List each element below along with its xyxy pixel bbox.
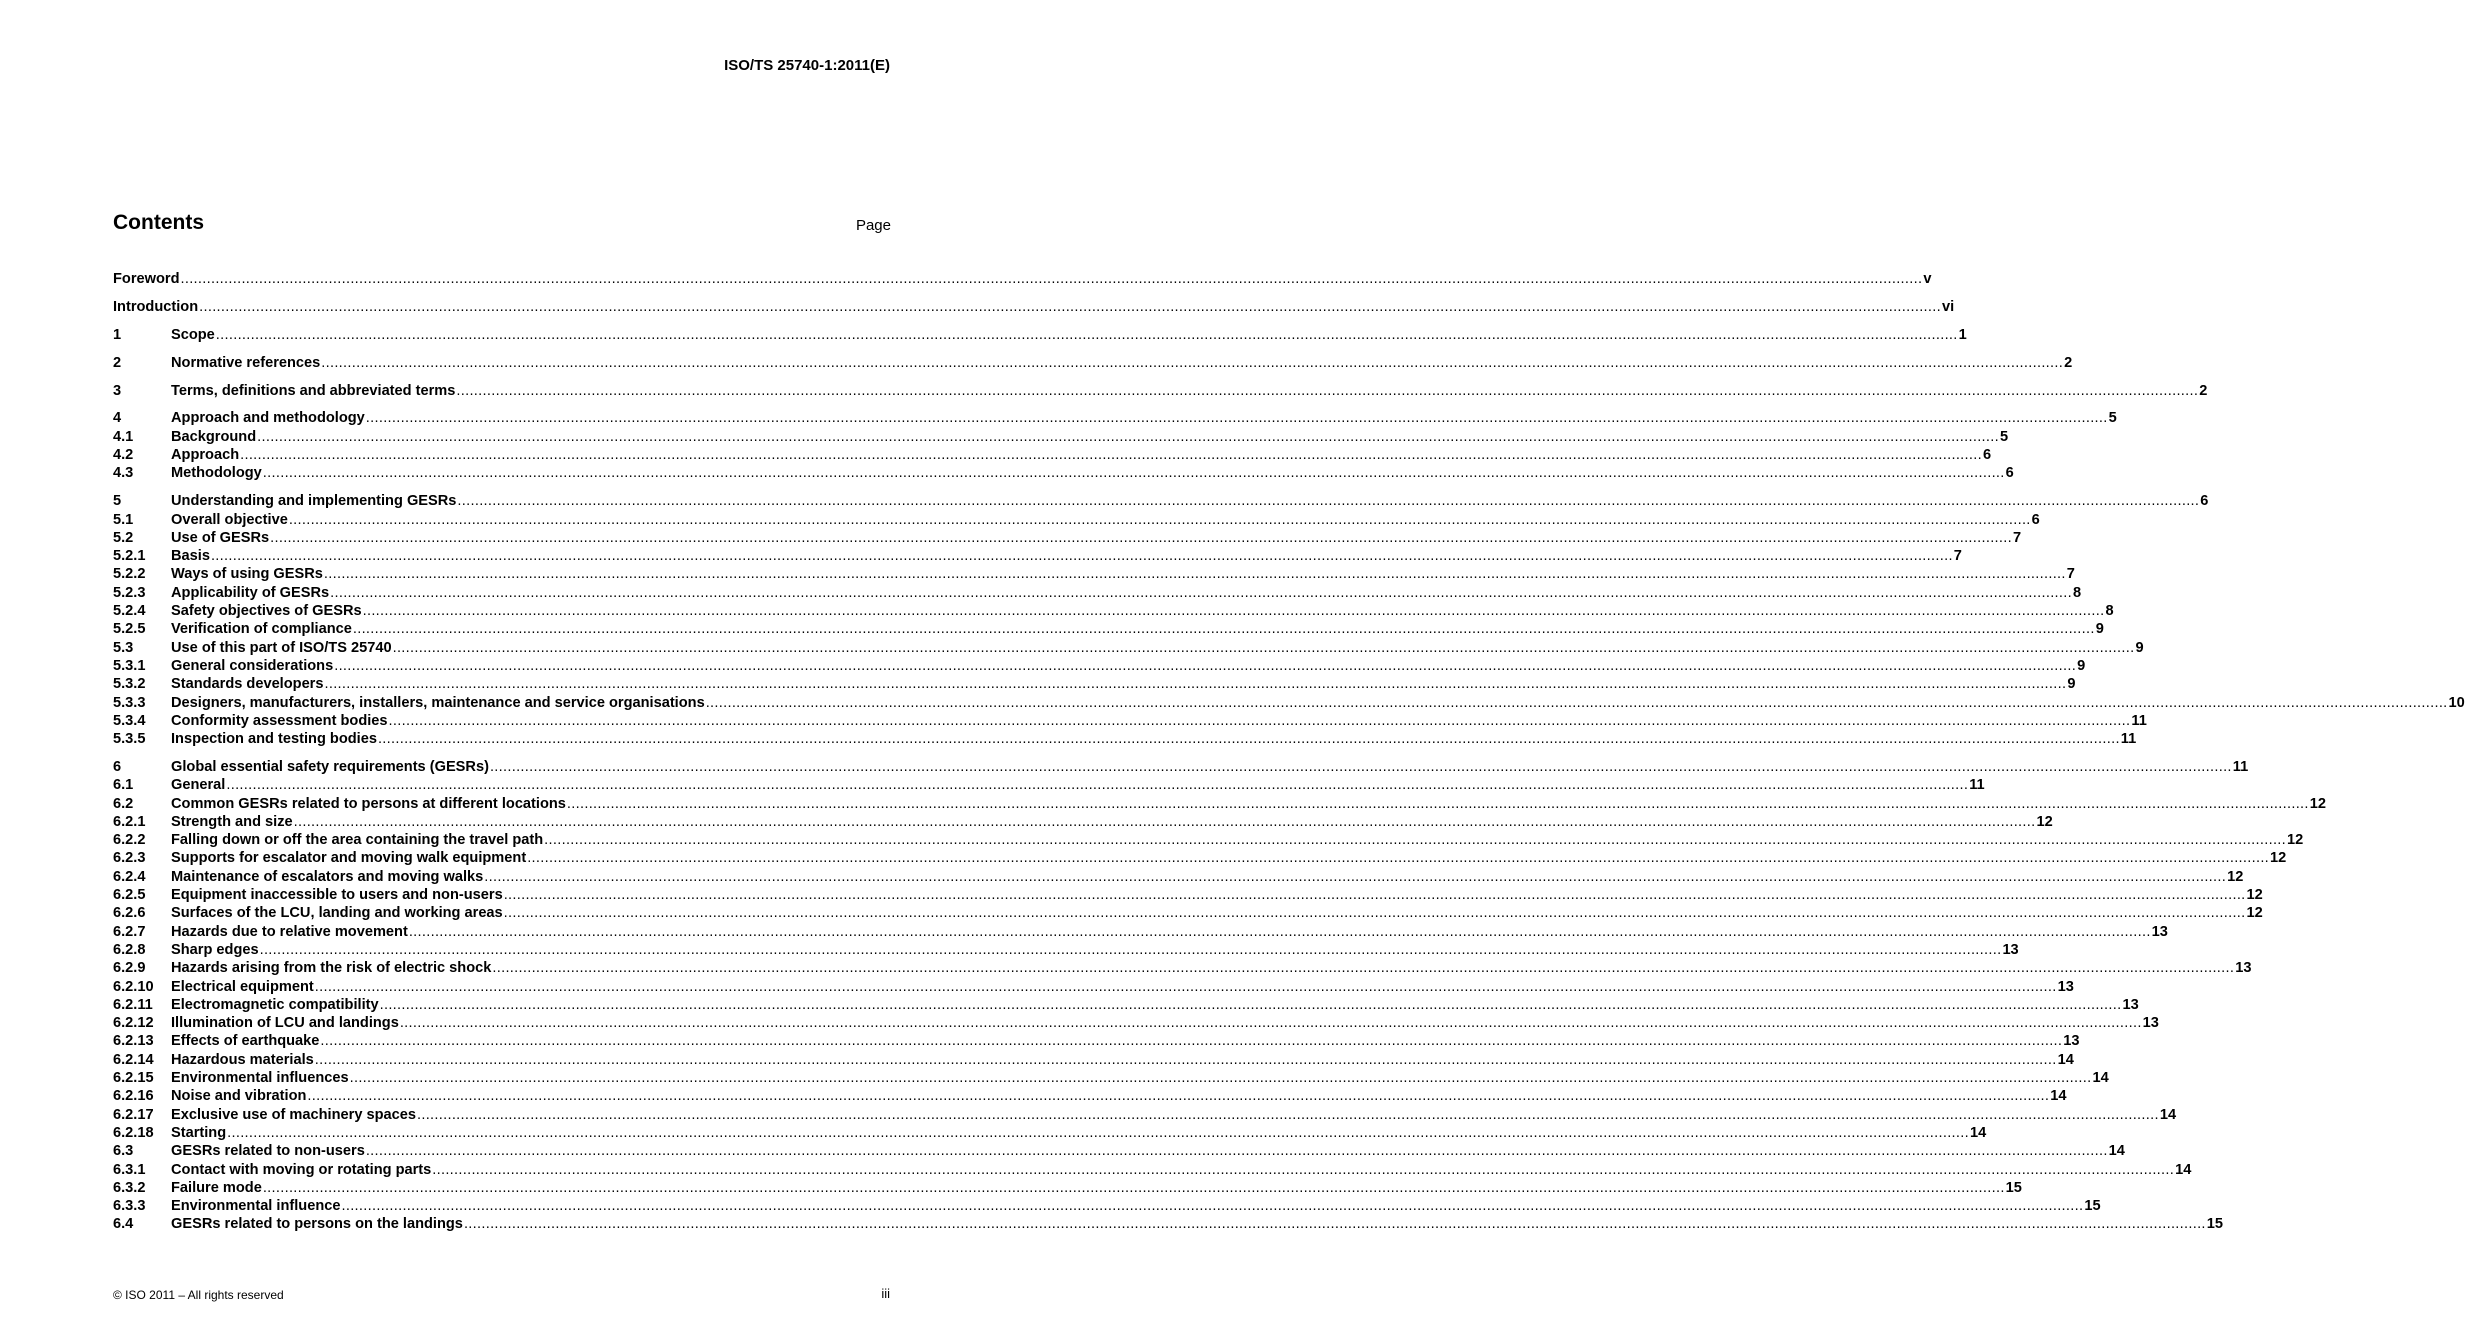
toc-entry-title: Hazardous materials — [171, 1051, 314, 1068]
toc-entry-page: 5 — [1999, 428, 2009, 445]
toc-entry-title: Understanding and implementing GESRs — [171, 493, 457, 510]
toc-entry-page: 11 — [1969, 777, 1985, 794]
toc-entry-page: 6 — [2005, 465, 2014, 482]
toc-entry-title: Normative references — [171, 354, 321, 371]
toc-entry[interactable] — [113, 464, 2014, 482]
toc-entry-page: 14 — [1969, 1124, 1987, 1141]
toc-entry-title: Strength and size — [171, 813, 293, 830]
toc-entry-number: Introduction — [113, 298, 199, 315]
toc-entry-page: 2 — [2064, 354, 2073, 371]
toc-entry-page: 9 — [2095, 621, 2104, 638]
toc-entry-number: 6.2 — [113, 795, 134, 812]
toc-entry-title: Common GESRs related to persons at different locations — [171, 795, 566, 812]
toc-entry-page: 15 — [2206, 1216, 2224, 1233]
toc-entry[interactable] — [113, 941, 2019, 959]
toc-entry-number: 5.3.3 — [113, 694, 146, 711]
toc-entry-title: Equipment inaccessible to users and non-users — [171, 887, 503, 904]
toc-entry-title: Electrical equipment — [171, 978, 314, 995]
toc-entry[interactable] — [113, 831, 2304, 849]
toc-entry[interactable] — [113, 584, 2082, 602]
toc-entry-page: 13 — [2063, 1033, 2080, 1050]
toc-entry-page: 5 — [2108, 410, 2117, 427]
toc-entry-page: 1 — [1958, 326, 1967, 343]
toc-entry-title: Basis — [171, 548, 210, 565]
toc-entry[interactable] — [113, 923, 2168, 941]
dot-leader: ................................................................................................................................................................................................................................................................................................................................................................................................................ — [527, 850, 2270, 867]
toc-entry-page: 12 — [2270, 850, 2287, 867]
toc-entry-page: 15 — [2084, 1198, 2101, 1215]
toc-entry-page: 6 — [1982, 447, 1992, 464]
toc-entry-page: 9 — [2067, 676, 2076, 693]
toc-entry[interactable] — [113, 1051, 2074, 1069]
toc-entry[interactable] — [113, 354, 2073, 372]
toc-entry[interactable] — [113, 326, 1967, 344]
toc-entry[interactable] — [113, 694, 2465, 712]
toc-entry-number: 6.2.9 — [113, 960, 146, 977]
toc-entry[interactable] — [113, 602, 2114, 620]
table-of-contents — [113, 270, 2465, 1234]
toc-entry-page: 7 — [2012, 529, 2022, 546]
dot-leader: ................................................................................................................................................................................................................................................................................................................................................................................................................ — [463, 1216, 2206, 1233]
toc-entry-number: 5 — [113, 493, 122, 510]
toc-entry-title: Environmental influences — [171, 1070, 349, 1087]
toc-entry[interactable] — [113, 1087, 2067, 1105]
toc-entry[interactable] — [113, 758, 2249, 776]
toc-entry-title: General — [171, 777, 226, 794]
toc-entry-page: 6 — [2031, 511, 2040, 528]
toc-entry-number: 4.2 — [113, 447, 134, 464]
toc-entry-title: Use of GESRs — [171, 529, 270, 546]
toc-entry-number: 6.2.18 — [113, 1124, 154, 1141]
toc-entry[interactable] — [113, 1124, 1987, 1142]
toc-entry-title: Overall objective — [171, 511, 288, 528]
dot-leader: ................................................................................................................................................................................................................................................................................................................................................................................................................ — [341, 1198, 2084, 1215]
dot-leader: ................................................................................................................................................................................................................................................................................................................................................................................................................ — [392, 639, 2135, 656]
toc-entry-title: Exclusive use of machinery spaces — [171, 1106, 416, 1123]
page-column-label: Page — [855, 217, 891, 234]
toc-entry-page: 6 — [2200, 493, 2209, 510]
toc-entry-title: Surfaces of the LCU, landing and working areas — [171, 905, 503, 922]
dot-leader: ................................................................................................................................................................................................................................................................................................................................................................................................................ — [566, 795, 2309, 812]
toc-entry-number: 6.3.1 — [113, 1161, 146, 1178]
dot-leader: ................................................................................................................................................................................................................................................................................................................................................................................................................ — [210, 548, 1953, 565]
page-number: iii — [881, 1286, 890, 1301]
toc-entry-page: 7 — [1953, 548, 1962, 565]
toc-entry-page: 13 — [2002, 941, 2019, 958]
toc-entry-number: 6.2.11 — [113, 996, 153, 1013]
toc-entry-number: 5.2.5 — [113, 621, 146, 638]
toc-entry-title: Contact with moving or rotating parts — [171, 1161, 432, 1178]
toc-entry-title: Designers, manufacturers, installers, maintenance and service organisations — [171, 694, 705, 711]
dot-leader: ................................................................................................................................................................................................................................................................................................................................................................................................................ — [388, 712, 2131, 729]
dot-leader: ................................................................................................................................................................................................................................................................................................................................................................................................................ — [377, 731, 2120, 748]
toc-entry-title: Ways of using GESRs — [171, 566, 323, 583]
toc-entry-number: 5.3.1 — [113, 657, 146, 674]
toc-entry-page: 12 — [2287, 832, 2304, 849]
toc-entry-page: v — [1923, 271, 1932, 287]
toc-entry[interactable] — [113, 730, 2137, 748]
toc-entry-number: 6.1 — [113, 777, 134, 794]
toc-entry-title: Maintenance of escalators and moving walks — [171, 868, 484, 885]
dot-leader: ................................................................................................................................................................................................................................................................................................................................................................................................................ — [262, 1179, 2005, 1196]
toc-entry[interactable] — [113, 712, 2147, 730]
dot-leader: ................................................................................................................................................................................................................................................................................................................................................................................................................ — [226, 777, 1969, 794]
dot-leader: ................................................................................................................................................................................................................................................................................................................................................................................................................ — [314, 1051, 2057, 1068]
toc-entry-title: Failure mode — [171, 1179, 262, 1196]
toc-entry-number: 6.2.12 — [113, 1015, 154, 1032]
toc-entry-page: 10 — [2448, 694, 2465, 711]
toc-entry[interactable] — [113, 639, 2144, 657]
toc-entry-page: 9 — [2135, 639, 2144, 656]
dot-leader: ................................................................................................................................................................................................................................................................................................................................................................................................................ — [408, 923, 2151, 940]
toc-entry[interactable] — [113, 1161, 2192, 1179]
toc-entry[interactable] — [113, 849, 2287, 867]
toc-entry[interactable] — [113, 529, 2022, 547]
toc-entry-title: Global essential safety requirements (GESRs) — [171, 758, 489, 775]
toc-entry[interactable] — [113, 904, 2263, 922]
toc-entry-number: 4 — [113, 410, 122, 427]
dot-leader: ................................................................................................................................................................................................................................................................................................................................................................................................................ — [432, 1161, 2175, 1178]
toc-entry-number: 4.3 — [113, 465, 134, 482]
toc-entry-page: 14 — [2159, 1106, 2177, 1123]
dot-leader: ................................................................................................................................................................................................................................................................................................................................................................................................................ — [307, 1088, 2050, 1105]
toc-entry[interactable] — [113, 1069, 2109, 1087]
toc-entry-page: 12 — [2227, 868, 2244, 885]
toc-entry[interactable] — [113, 409, 2117, 427]
toc-entry-page: 13 — [2142, 1015, 2159, 1032]
toc-entry-number: 1 — [113, 326, 122, 343]
toc-entry-title: GESRs related to non-users — [171, 1143, 365, 1160]
toc-entry[interactable] — [113, 1215, 2224, 1233]
toc-entry[interactable] — [113, 675, 2076, 693]
toc-entry-number: 6.2.10 — [113, 978, 154, 995]
dot-leader: ................................................................................................................................................................................................................................................................................................................................................................................................................ — [544, 832, 2287, 849]
dot-leader: ................................................................................................................................................................................................................................................................................................................................................................................................................ — [240, 447, 1982, 464]
toc-entry[interactable] — [113, 382, 2208, 400]
toc-entry-number: 6.2.4 — [113, 868, 146, 885]
toc-entry-title: Sharp edges — [171, 941, 259, 958]
dot-leader: ................................................................................................................................................................................................................................................................................................................................................................................................................ — [320, 1033, 2063, 1050]
toc-entry-title: Noise and vibration — [171, 1088, 307, 1105]
dot-leader: ................................................................................................................................................................................................................................................................................................................................................................................................................ — [270, 529, 2012, 546]
dot-leader: ................................................................................................................................................................................................................................................................................................................................................................................................................ — [262, 465, 2005, 482]
toc-entry-number: 6.2.13 — [113, 1033, 154, 1050]
toc-entry-number: 6.2.2 — [113, 832, 146, 849]
toc-entry[interactable] — [113, 886, 2263, 904]
toc-entry-title: Hazards arising from the risk of electric shock — [171, 960, 492, 977]
toc-entry-number: 2 — [113, 354, 122, 371]
toc-entry-title: Effects of earthquake — [171, 1033, 320, 1050]
dot-leader: ................................................................................................................................................................................................................................................................................................................................................................................................................ — [259, 941, 2002, 958]
dot-leader: ................................................................................................................................................................................................................................................................................................................................................................................................................ — [365, 1143, 2108, 1160]
toc-entry-number: 5.2.1 — [113, 548, 146, 565]
toc-entry-page: 7 — [2066, 566, 2075, 583]
toc-entry[interactable] — [113, 298, 1955, 316]
toc-entry-number: 6.2.6 — [113, 905, 146, 922]
toc-entry-page: 8 — [2105, 603, 2114, 620]
dot-leader: ................................................................................................................................................................................................................................................................................................................................................................................................................ — [365, 410, 2108, 427]
toc-entry-page: 14 — [2050, 1088, 2067, 1105]
toc-entry-number: 6.2.1 — [113, 813, 146, 830]
dot-leader: ................................................................................................................................................................................................................................................................................................................................................................................................................ — [503, 887, 2246, 904]
dot-leader: ................................................................................................................................................................................................................................................................................................................................................................................................................ — [293, 813, 2036, 830]
toc-entry[interactable] — [113, 547, 1962, 565]
dot-leader: ................................................................................................................................................................................................................................................................................................................................................................................................................ — [399, 1015, 2142, 1032]
toc-entry-title: GESRs related to persons on the landings — [171, 1216, 463, 1233]
toc-entry-number: 6.3.2 — [113, 1179, 146, 1196]
toc-entry[interactable] — [113, 428, 2009, 446]
toc-entry[interactable] — [113, 511, 2040, 529]
toc-entry-number: 4.1 — [113, 428, 134, 445]
dot-leader: ................................................................................................................................................................................................................................................................................................................................................................................................................ — [362, 603, 2105, 620]
toc-entry[interactable] — [113, 620, 2104, 638]
toc-entry-page: 13 — [2151, 923, 2168, 940]
toc-entry-title: Supports for escalator and moving walk equipment — [171, 850, 527, 867]
dot-leader: ................................................................................................................................................................................................................................................................................................................................................................................................................ — [349, 1070, 2092, 1087]
contents-heading: Contents — [113, 211, 204, 234]
toc-entry[interactable] — [113, 795, 2326, 813]
toc-entry-title: Terms, definitions and abbreviated terms — [171, 382, 456, 399]
dot-leader: ................................................................................................................................................................................................................................................................................................................................................................................................................ — [215, 326, 1958, 343]
toc-entry-number: 6.2.15 — [113, 1070, 154, 1087]
toc-entry[interactable] — [113, 270, 1932, 288]
dot-leader: ................................................................................................................................................................................................................................................................................................................................................................................................................ — [314, 978, 2057, 995]
toc-entry-number: Foreword — [113, 271, 180, 287]
toc-entry-number: 6.3.3 — [113, 1198, 146, 1215]
toc-entry-number: 3 — [113, 382, 122, 399]
toc-entry-title: General considerations — [171, 657, 334, 674]
dot-leader: ................................................................................................................................................................................................................................................................................................................................................................................................................ — [321, 354, 2064, 371]
toc-entry-page: 13 — [2235, 960, 2252, 977]
dot-leader: ................................................................................................................................................................................................................................................................................................................................................................................................................ — [456, 382, 2199, 399]
toc-entry-title: Starting — [171, 1124, 227, 1141]
toc-entry-page: 11 — [2120, 731, 2137, 748]
toc-entry-page: 12 — [2036, 813, 2053, 830]
toc-entry-page: 11 — [2131, 712, 2147, 729]
toc-entry[interactable] — [113, 565, 2075, 583]
toc-entry-title: Methodology — [171, 465, 262, 482]
toc-entry[interactable] — [113, 492, 2209, 510]
document-id: ISO/TS 25740-1:2011(E) — [724, 57, 890, 74]
dot-leader: ................................................................................................................................................................................................................................................................................................................................................................................................................ — [457, 493, 2200, 510]
toc-entry-number: 5.3.2 — [113, 676, 146, 693]
toc-entry-page: 14 — [2057, 1051, 2074, 1068]
toc-entry-number: 6.3 — [113, 1143, 134, 1160]
toc-entry[interactable] — [113, 959, 2252, 977]
toc-entry[interactable] — [113, 1106, 2177, 1124]
toc-entry-title: Background — [171, 428, 257, 445]
toc-entry-number: 5.2.3 — [113, 584, 146, 601]
dot-leader: ................................................................................................................................................................................................................................................................................................................................................................................................................ — [323, 566, 2066, 583]
toc-entry-title: Electromagnetic compatibility — [171, 996, 379, 1013]
toc-entry-title: Verification of compliance — [171, 621, 352, 638]
toc-entry-title: Illumination of LCU and landings — [171, 1015, 399, 1032]
toc-entry-number: 6.2.3 — [113, 850, 146, 867]
toc-entry-number: 5.1 — [113, 511, 134, 528]
dot-leader: ................................................................................................................................................................................................................................................................................................................................................................................................................ — [324, 676, 2067, 693]
toc-entry-title: Use of this part of ISO/TS 25740 — [171, 639, 392, 656]
toc-entry-number: 6.2.16 — [113, 1088, 154, 1105]
copyright-notice: © ISO 2011 – All rights reserved — [113, 1288, 284, 1302]
toc-entry-number: 6 — [113, 758, 122, 775]
toc-entry[interactable] — [113, 868, 2244, 886]
toc-entry-page: 13 — [2057, 978, 2074, 995]
toc-entry-number: 6.2.17 — [113, 1106, 154, 1123]
toc-entry-title: Approach — [171, 447, 240, 464]
toc-entry[interactable] — [113, 446, 1992, 464]
toc-entry-number: 5.2.4 — [113, 603, 146, 620]
dot-leader: ................................................................................................................................................................................................................................................................................................................................................................................................................ — [484, 868, 2227, 885]
dot-leader: ................................................................................................................................................................................................................................................................................................................................................................................................................ — [379, 996, 2122, 1013]
dot-leader: ................................................................................................................................................................................................................................................................................................................................................................................................................ — [705, 694, 2448, 711]
dot-leader: ................................................................................................................................................................................................................................................................................................................................................................................................................ — [352, 621, 2095, 638]
toc-entry[interactable] — [113, 1032, 2080, 1050]
toc-entry-title: Scope — [171, 326, 215, 343]
toc-entry-page: 12 — [2246, 905, 2263, 922]
toc-entry-page: 9 — [2077, 657, 2086, 674]
toc-entry[interactable] — [113, 1014, 2159, 1032]
toc-entry-page: 14 — [2175, 1161, 2192, 1178]
toc-entry-number: 6.2.8 — [113, 941, 146, 958]
toc-entry-page: 13 — [2122, 996, 2139, 1013]
dot-leader: ................................................................................................................................................................................................................................................................................................................................................................................................................ — [503, 905, 2246, 922]
dot-leader: ................................................................................................................................................................................................................................................................................................................................................................................................................ — [288, 511, 2031, 528]
toc-entry[interactable] — [113, 996, 2139, 1014]
toc-entry[interactable] — [113, 978, 2074, 996]
toc-entry-number: 5.3.4 — [113, 712, 146, 729]
toc-entry-page: 8 — [2072, 584, 2082, 601]
dot-leader: ................................................................................................................................................................................................................................................................................................................................................................................................................ — [334, 657, 2077, 674]
toc-entry-page: 12 — [2309, 795, 2326, 812]
toc-entry-title: Conformity assessment bodies — [171, 712, 388, 729]
toc-entry-number: 5.3.5 — [113, 731, 146, 748]
toc-entry-number: 6.2.7 — [113, 923, 146, 940]
toc-entry-page: 15 — [2005, 1179, 2022, 1196]
toc-entry-page: 11 — [2232, 758, 2249, 775]
dot-leader: ................................................................................................................................................................................................................................................................................................................................................................................................................ — [180, 271, 1923, 287]
toc-entry-number: 6.2.14 — [113, 1051, 154, 1068]
toc-entry-page: 2 — [2199, 382, 2208, 399]
toc-entry[interactable] — [113, 1197, 2101, 1215]
toc-entry[interactable] — [113, 657, 2086, 675]
toc-entry-number: 6.2.5 — [113, 887, 146, 904]
dot-leader: ................................................................................................................................................................................................................................................................................................................................................................................................................ — [416, 1106, 2159, 1123]
toc-entry[interactable] — [113, 813, 2053, 831]
dot-leader: ................................................................................................................................................................................................................................................................................................................................................................................................................ — [330, 584, 2072, 601]
dot-leader: ................................................................................................................................................................................................................................................................................................................................................................................................................ — [227, 1124, 1969, 1141]
dot-leader: ................................................................................................................................................................................................................................................................................................................................................................................................................ — [489, 758, 2232, 775]
toc-entry-page: 12 — [2246, 887, 2263, 904]
toc-entry-number: 5.3 — [113, 639, 134, 656]
toc-entry-page: vi — [1941, 298, 1955, 315]
toc-entry-title: Approach and methodology — [171, 410, 365, 427]
toc-entry-page: 14 — [2092, 1070, 2109, 1087]
toc-entry-title: Hazards due to relative movement — [171, 923, 408, 940]
toc-entry-title: Falling down or off the area containing the travel path — [171, 832, 544, 849]
toc-entry-title: Standards developers — [171, 676, 324, 693]
toc-entry[interactable] — [113, 1179, 2022, 1197]
toc-entry-page: 14 — [2108, 1143, 2125, 1160]
toc-entry-title: Inspection and testing bodies — [171, 731, 377, 748]
dot-leader: ................................................................................................................................................................................................................................................................................................................................................................................................................ — [199, 298, 1941, 315]
toc-entry-title: Applicability of GESRs — [171, 584, 330, 601]
toc-entry-title: Environmental influence — [171, 1198, 341, 1215]
toc-entry-number: 6.4 — [113, 1216, 134, 1233]
toc-entry-title: Safety objectives of GESRs — [171, 603, 362, 620]
dot-leader: ................................................................................................................................................................................................................................................................................................................................................................................................................ — [492, 960, 2235, 977]
toc-entry[interactable] — [113, 1142, 2125, 1160]
toc-entry[interactable] — [113, 776, 1985, 794]
toc-entry-number: 5.2 — [113, 529, 134, 546]
dot-leader: ................................................................................................................................................................................................................................................................................................................................................................................................................ — [257, 428, 1999, 445]
toc-entry-number: 5.2.2 — [113, 566, 146, 583]
